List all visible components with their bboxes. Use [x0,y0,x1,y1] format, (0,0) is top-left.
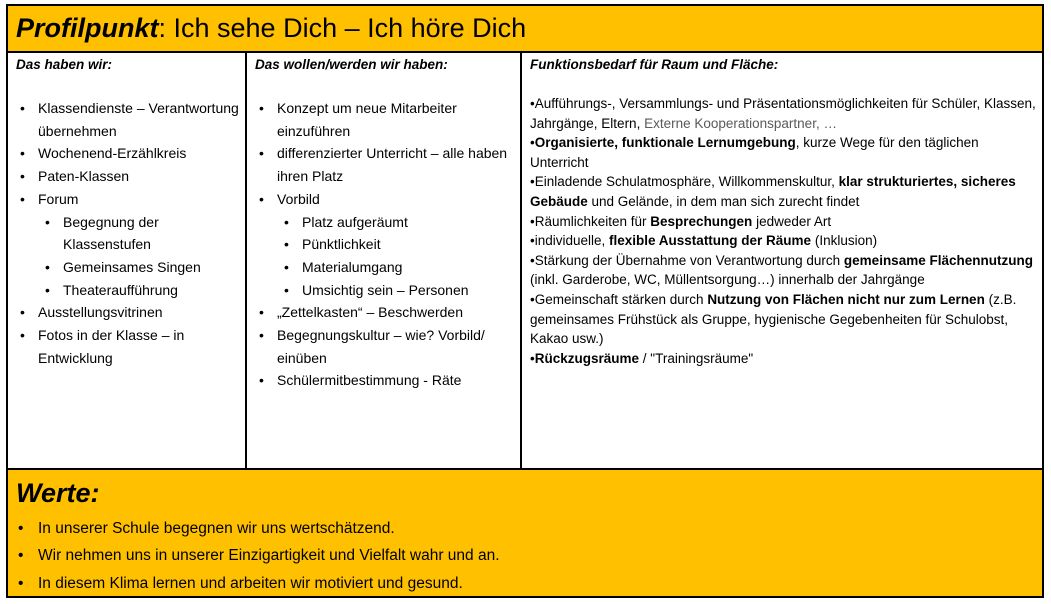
want-list [257,97,519,392]
list-item: • Fotos in der Klasse – in Entwicklung [18,324,243,369]
need-text: , kurze Wege für den täglichen Unterricht [530,135,979,170]
need-highlight: flexible Ausstattung der Räume [609,233,812,249]
need-item [530,251,1038,290]
need-text: (Inklusion) [811,233,878,249]
list-item: • Vorbild [257,188,519,211]
column-needs-heading: Funktionsbedarf für Raum und Fläche: [530,57,779,72]
need-text: (z.B. gemeinsames Frühstück als Gruppe, hygienische Gegebenheiten für Schulobst, Kakao usw.) [530,291,1017,347]
list-item: • Konzept um neue Mitarbeiter einzuführen [257,97,519,142]
sub-list-item: • Pünktlichkeit [257,233,519,256]
need-highlight: klar strukturiertes, sicheres Gebäude [530,174,1016,209]
need-text: • [530,135,535,151]
column-needs [522,53,1042,468]
need-text: •Einladende Schulatmosphäre, Willkommenskultur, [530,174,839,190]
list-item: • Wochenend-Erzählkreis [18,142,243,165]
need-highlight: Besprechungen [650,213,753,229]
title-bar [8,6,1042,53]
list-item: • Begegnungskultur – wie? Vorbild/ einüben [257,324,519,369]
values-title: Werte: [16,478,100,508]
values-list [16,515,500,597]
sub-list-item: • Umsichtig sein – Personen [257,279,519,302]
need-item [530,231,1038,251]
need-text: Externe Kooperationspartner, … [644,115,837,131]
need-text: •Gemeinschaft stärken durch [530,291,708,307]
need-item [530,290,1038,349]
column-have [8,53,247,468]
list-item: • „Zettelkasten“ – Beschwerden [257,301,519,324]
title-bold: Profilpunkt [16,13,159,43]
column-have-heading: Das haben wir: [16,57,113,72]
list-item: • Forum [18,188,243,211]
need-highlight: Organisierte, funktionale Lernumgebung [534,135,796,151]
have-list [18,97,243,369]
page-title [16,10,526,46]
need-item [530,94,1038,133]
values-section [8,468,1042,596]
sub-list-item: • Platz aufgeräumt [257,211,519,234]
need-text: •individuelle, [530,233,610,249]
need-highlight: Rückzugsräume [534,350,640,366]
needs-list [530,94,1038,368]
column-want [247,53,522,468]
sub-list-item: • Theateraufführung [18,279,243,302]
need-text: •Räumlichkeiten für [530,213,651,229]
sub-list-item: • Begegnung der Klassenstufen [18,211,243,256]
need-item [530,212,1038,232]
need-item [530,172,1038,211]
need-text: / "Trainingsräume" [639,350,754,366]
value-item: • In unserer Schule begegnen wir uns wertschätzend. [16,515,500,542]
profile-card [6,4,1044,598]
list-item: • Klassendienste – Verantwortung übernehmen [18,97,243,142]
need-text: •Aufführungs-, Versammlungs- und Präsentationsmöglichkeiten für Schüler, Klassen, Jahrgänge, Eltern, [530,96,1036,131]
need-text: jedweder Art [752,213,832,229]
list-item: • Schülermitbestimmung - Räte [257,369,519,392]
need-text: (inkl. Garderobe, WC, Müllentsorgung…) innerhalb der Jahrgänge [530,272,925,288]
need-item [530,349,1038,369]
need-text: •Stärkung der Übernahme von Verantwortung durch [530,252,844,268]
sub-list-item: • Gemeinsames Singen [18,256,243,279]
value-item: • Wir nehmen uns in unserer Einzigartigkeit und Vielfalt wahr und an. [16,542,500,569]
need-highlight: gemeinsame Flächennutzung [843,252,1033,268]
list-item: • Ausstellungsvitrinen [18,301,243,324]
sub-list-item: • Materialumgang [257,256,519,279]
list-item: • Paten-Klassen [18,165,243,188]
need-text: und Gelände, in dem man sich zurecht findet [587,193,860,209]
value-item: • In diesem Klima lernen und arbeiten wir motiviert und gesund. [16,570,500,597]
title-rest: : Ich sehe Dich – Ich höre Dich [158,13,527,43]
need-highlight: Nutzung von Flächen nicht nur zum Lernen [707,291,985,307]
need-item [530,133,1038,172]
list-item: • differenzierter Unterricht – alle haben ihren Platz [257,142,519,187]
column-want-heading: Das wollen/werden wir haben: [255,57,448,72]
need-text: • [530,350,535,366]
